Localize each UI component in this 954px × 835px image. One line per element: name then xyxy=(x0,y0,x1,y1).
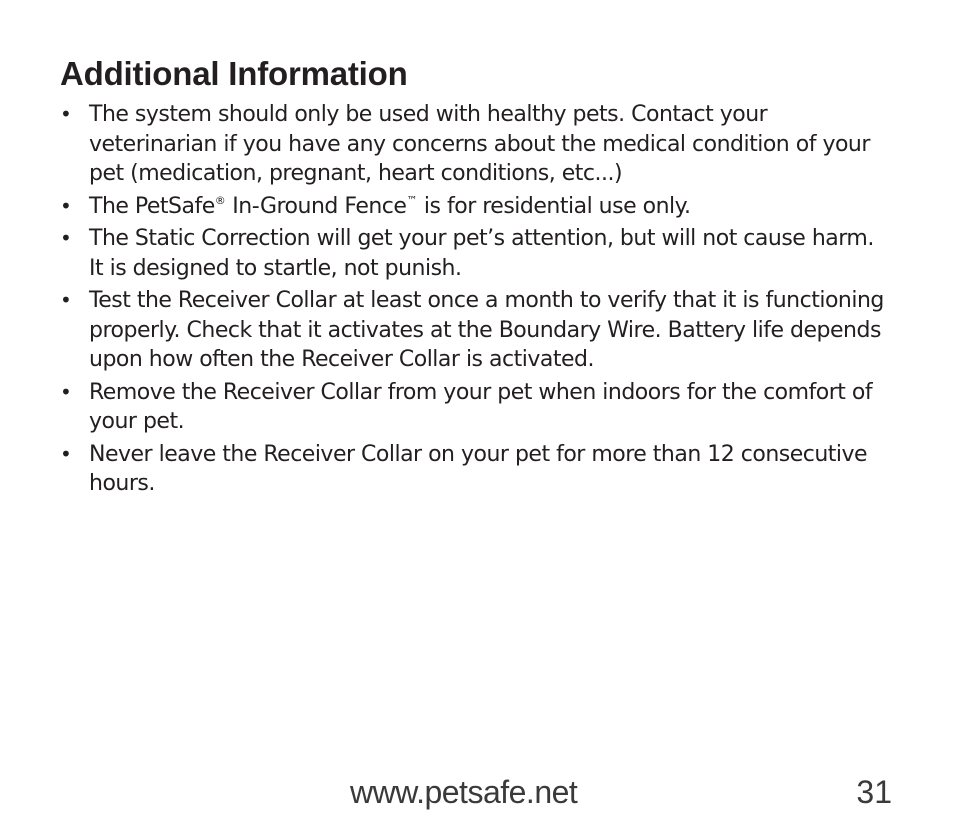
list-item xyxy=(0,440,889,499)
brand-name: The PetSafe xyxy=(89,193,215,219)
list-item xyxy=(0,378,889,437)
bullet-icon: • xyxy=(60,441,72,466)
page-title: Additional Information xyxy=(60,55,408,92)
list-item xyxy=(0,100,889,189)
list-item-text: Never leave the Receiver Collar on your pet for more than 12 consecutive hours. xyxy=(89,441,868,496)
product-name: In-Ground Fence xyxy=(225,193,407,219)
list-item xyxy=(0,286,889,375)
additional-info-list xyxy=(0,100,954,502)
bullet-icon: • xyxy=(60,226,72,250)
list-item-text: The Static Correction will get your pet’s attention, but will not cause harm. It is designed to startle, not punish. xyxy=(89,226,874,281)
registered-mark: ® xyxy=(214,193,226,207)
list-item-text-rest: is for residential use only. xyxy=(417,193,691,219)
bullet-icon: • xyxy=(60,379,72,404)
list-item xyxy=(0,192,889,222)
list-item xyxy=(0,224,889,283)
page-number: 31 xyxy=(856,774,892,810)
footer-url: www.petsafe.net xyxy=(350,774,578,810)
list-item-text xyxy=(89,194,691,219)
bullet-icon: • xyxy=(60,102,72,126)
list-item-text: The system should only be used with healthy pets. Contact your veterinarian if you have any concerns about the medical condition of your pet (medication, pregnant, heart conditions, etc...) xyxy=(89,102,870,186)
bullet-icon: • xyxy=(60,193,72,218)
bullet-icon: • xyxy=(60,288,72,312)
trademark-mark: ™ xyxy=(406,193,418,207)
list-item-text: Remove the Receiver Collar from your pet when indoors for the comfort of your pet. xyxy=(89,379,873,434)
list-item-text: Test the Receiver Collar at least once a month to verify that it is functioning properly. Check that it activates at the Boundary Wire. Battery life depends upon how often the Receiver Collar is activated. xyxy=(89,288,884,372)
